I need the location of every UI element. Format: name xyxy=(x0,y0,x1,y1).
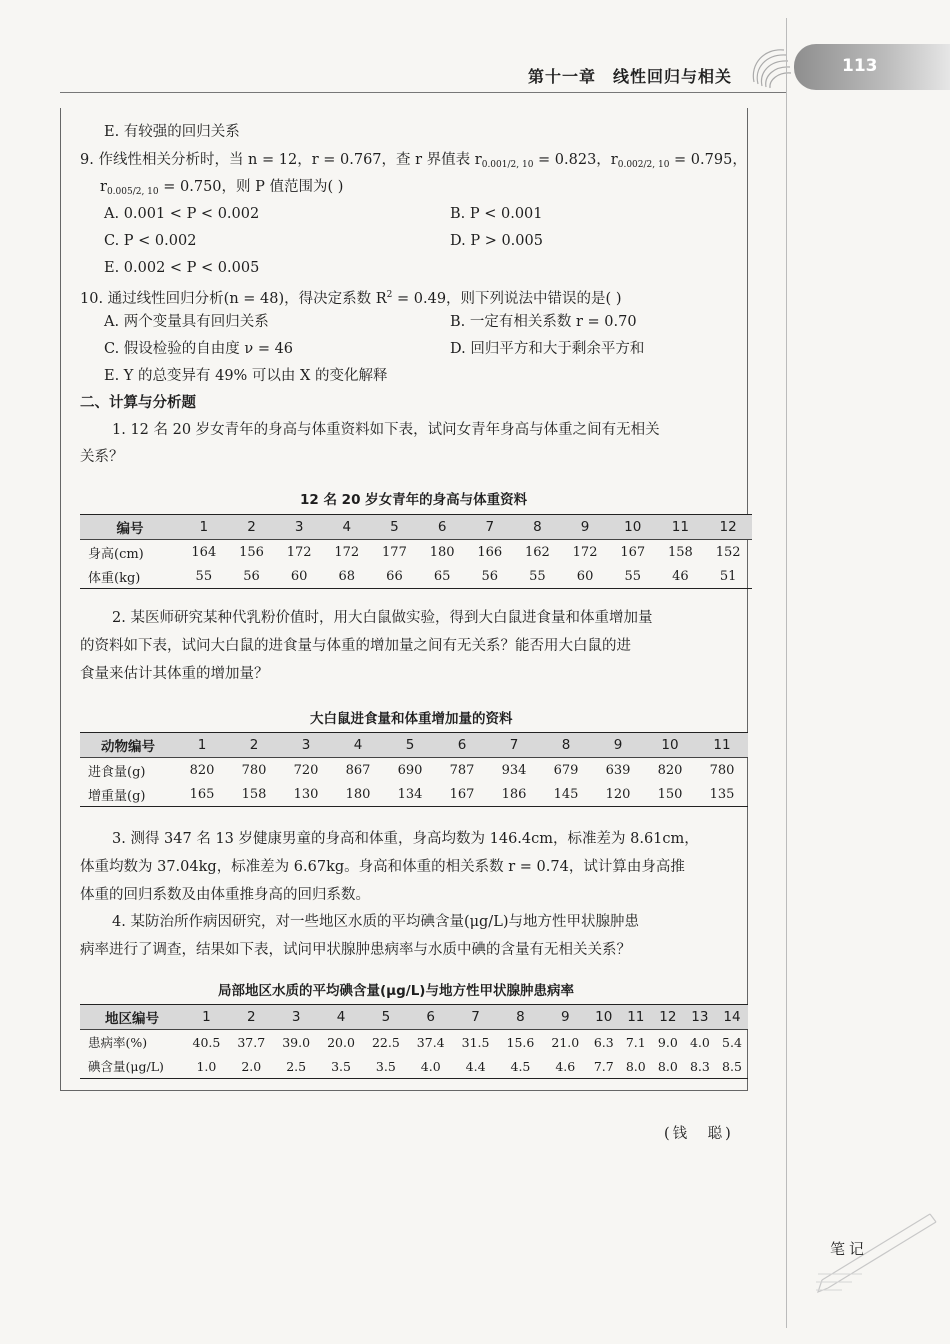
table-cell: 11 xyxy=(657,515,705,540)
problem4-line1: 4. 某防治所作病因研究，对一些地区水质的平均碘含量(μg/L)与地方性甲状腺肿患 xyxy=(112,914,639,930)
table-cell: 934 xyxy=(501,762,527,778)
table-cell: 65 xyxy=(433,568,451,584)
table-cell: 2 xyxy=(228,733,280,758)
table-cell: 5.4 xyxy=(722,1034,742,1050)
table-cell: 135 xyxy=(709,786,735,802)
table-cell: 8 xyxy=(540,733,592,758)
table-cell: 690 xyxy=(397,762,423,778)
table-cell: 3 xyxy=(280,733,332,758)
table-cell: 8.5 xyxy=(722,1058,742,1074)
table-cell: 7 xyxy=(453,1005,498,1030)
table-cell: 60 xyxy=(290,568,308,584)
q9-option-a: A. 0.001 < P < 0.002 xyxy=(104,206,260,222)
table-cell: 158 xyxy=(667,544,693,560)
table-cell: 11 xyxy=(696,733,748,758)
table-cell: 5 xyxy=(363,1005,408,1030)
table-cell: 20.0 xyxy=(327,1034,355,1050)
table-cell: 166 xyxy=(477,544,503,560)
table-cell: 55 xyxy=(529,568,546,584)
page-number: 113 xyxy=(842,56,878,76)
table-cell: 7.1 xyxy=(625,1034,646,1050)
table-cell: 120 xyxy=(605,786,631,802)
table-cell: 1 xyxy=(180,515,228,540)
table-cell: 167 xyxy=(449,786,475,802)
table-cell: 4.5 xyxy=(510,1058,531,1074)
table-row xyxy=(80,1030,748,1055)
table-cell: 2.0 xyxy=(241,1058,262,1074)
table-cell: 21.0 xyxy=(551,1034,580,1050)
table-cell: 12 xyxy=(652,1005,684,1030)
table-cell: 820 xyxy=(189,762,215,778)
table-row xyxy=(80,1054,748,1079)
table-cell: 150 xyxy=(657,786,683,802)
table2-caption: 大白鼠进食量和体重增加量的资料 xyxy=(310,711,513,727)
table-cell: 1.0 xyxy=(196,1058,217,1074)
table-cell: 8 xyxy=(514,515,562,540)
table-cell: 180 xyxy=(429,544,455,560)
table-cell: 15.6 xyxy=(506,1034,535,1050)
author-credit: (钱 聪) xyxy=(664,1126,734,1142)
chapter-header xyxy=(528,64,732,87)
q8-option-e: E. 有较强的回归关系 xyxy=(104,124,240,140)
row-label-cell: 编号 xyxy=(80,515,180,540)
table-cell: 7 xyxy=(488,733,540,758)
row-label-cell: 碘含量(μg/L) xyxy=(88,1059,164,1074)
table-cell: 156 xyxy=(239,544,264,560)
table-cell: 172 xyxy=(286,544,312,560)
table-cell: 1 xyxy=(176,733,228,758)
table-cell: 152 xyxy=(715,544,741,560)
table-cell: 4 xyxy=(323,515,371,540)
table-cell: 55 xyxy=(624,568,641,584)
table-cell: 3.5 xyxy=(331,1058,351,1074)
table-cell: 172 xyxy=(334,544,360,560)
row-label-cell: 地区编号 xyxy=(80,1005,184,1030)
table-cell: 4.4 xyxy=(465,1058,486,1074)
table-cell: 167 xyxy=(620,544,646,560)
table3-caption: 局部地区水质的平均碘含量(μg/L)与地方性甲状腺肿患病率 xyxy=(218,983,574,999)
table-header-row xyxy=(80,1005,748,1030)
table-cell: 12 xyxy=(704,515,752,540)
table-cell: 4 xyxy=(332,733,384,758)
table-cell: 2 xyxy=(229,1005,274,1030)
q10-option-c: C. 假设检验的自由度 ν = 46 xyxy=(104,341,294,357)
row-label-cell: 患病率(%) xyxy=(88,1035,148,1050)
table-row xyxy=(80,540,752,565)
table1 xyxy=(80,514,752,589)
row-label-cell: 身高(cm) xyxy=(88,546,144,562)
table-cell: 7.7 xyxy=(593,1058,614,1074)
table-cell: 46 xyxy=(672,568,689,584)
table-cell: 2.5 xyxy=(286,1058,307,1074)
table-cell: 2 xyxy=(228,515,276,540)
table-cell: 56 xyxy=(481,568,499,584)
table-cell: 1 xyxy=(184,1005,229,1030)
table-cell: 39.0 xyxy=(282,1034,311,1050)
table-cell: 3.5 xyxy=(375,1058,396,1074)
row-label-cell: 动物编号 xyxy=(80,733,176,758)
problem3-line1: 3. 测得 347 名 13 岁健康男童的身高和体重，身高均数为 146.4cm，标准差为 8.61cm， xyxy=(112,831,699,847)
problem2-line2: 的资料如下表，试问大白鼠的进食量与体重的增加量之间有无关系？能否用大白鼠的进 xyxy=(80,638,631,654)
table-cell: 8.3 xyxy=(689,1058,710,1074)
table-cell: 9 xyxy=(561,515,609,540)
table-cell: 780 xyxy=(709,762,735,778)
table-cell: 172 xyxy=(572,544,598,560)
table-cell: 177 xyxy=(382,544,407,560)
header-rule xyxy=(60,92,786,93)
table-cell: 8 xyxy=(498,1005,543,1030)
table-cell: 8.0 xyxy=(657,1058,678,1074)
q9-option-c: C. P < 0.002 xyxy=(104,233,197,249)
table-cell: 60 xyxy=(576,568,594,584)
table-cell: 4 xyxy=(319,1005,364,1030)
table-header-row xyxy=(80,733,748,758)
table-cell: 37.7 xyxy=(237,1034,266,1050)
table-cell: 13 xyxy=(684,1005,716,1030)
table-cell: 165 xyxy=(189,786,215,802)
table-cell: 14 xyxy=(716,1005,748,1030)
table-cell: 66 xyxy=(386,568,403,584)
table-cell: 22.5 xyxy=(371,1034,400,1050)
q9-option-e: E. 0.002 < P < 0.005 xyxy=(104,260,260,276)
problem1-line1: 1. 12 名 20 岁女青年的身高与体重资料如下表，试问女青年身高与体重之间有无相关 xyxy=(112,422,660,438)
problem3-line3: 体重的回归系数及由体重推身高的回归系数。 xyxy=(80,887,370,903)
table-cell: 5 xyxy=(371,515,419,540)
row-label-cell: 进食量(g) xyxy=(88,764,146,780)
table-cell: 11 xyxy=(620,1005,652,1030)
section-heading: 二、计算与分析题 xyxy=(80,395,196,411)
table-cell: 3 xyxy=(275,515,323,540)
table-cell: 6 xyxy=(436,733,488,758)
problem1-line2: 关系？ xyxy=(80,449,124,465)
table-cell: 40.5 xyxy=(192,1034,221,1050)
table-cell: 787 xyxy=(449,762,475,778)
q10-option-e: E. Y 的总变异有 49% 可以由 X 的变化解释 xyxy=(104,368,388,384)
table-cell: 162 xyxy=(525,544,550,560)
problem2-line1: 2. 某医师研究某种代乳粉价值时，用大白鼠做实验，得到大白鼠进食量和体重增加量 xyxy=(112,610,653,626)
table-cell: 130 xyxy=(293,786,319,802)
table2 xyxy=(80,732,748,807)
table-cell: 780 xyxy=(241,762,267,778)
table-cell: 3 xyxy=(274,1005,319,1030)
table-cell: 68 xyxy=(338,568,356,584)
table-cell: 6.3 xyxy=(593,1034,614,1050)
problem2-line3: 食量来估计其体重的增加量？ xyxy=(80,666,269,682)
table1-caption: 12 名 20 岁女青年的身高与体重资料 xyxy=(300,492,528,508)
table-cell: 5 xyxy=(384,733,436,758)
chapter-title: 线性回归与相关 xyxy=(613,67,733,86)
table-cell: 10 xyxy=(609,515,657,540)
table-cell: 720 xyxy=(293,762,319,778)
table-cell: 639 xyxy=(605,762,631,778)
table-cell: 10 xyxy=(588,1005,620,1030)
table3 xyxy=(80,1004,748,1079)
q9-option-b: B. P < 0.001 xyxy=(450,206,543,222)
q10-option-b: B. 一定有相关系数 r = 0.70 xyxy=(450,314,637,330)
table-cell: 4.0 xyxy=(689,1034,710,1050)
table-cell: 9.0 xyxy=(657,1034,678,1050)
table-row xyxy=(80,782,748,807)
table-cell: 164 xyxy=(191,544,217,560)
table-cell: 55 xyxy=(195,568,213,584)
table-cell: 679 xyxy=(553,762,579,778)
q10-option-a: A. 两个变量具有回归关系 xyxy=(104,314,269,330)
table-cell: 37.4 xyxy=(416,1034,445,1050)
table-cell: 6 xyxy=(418,515,466,540)
margin-divider xyxy=(786,18,787,1328)
problem3-line2: 体重均数为 37.04kg，标准差为 6.67kg。身高和体重的相关系数 r = 0.74，试计算由身高推 xyxy=(80,859,685,875)
problem4-line2: 病率进行了调查，结果如下表，试问甲状腺肿患病率与水质中碘的含量有无相关关系？ xyxy=(80,942,631,958)
table-cell: 6 xyxy=(408,1005,453,1030)
table-cell: 9 xyxy=(592,733,644,758)
q9-stem-line2: $r_{0.005/2, 10} = 0.750$，则 P 值范围为( ) xyxy=(100,179,344,197)
table-cell: 134 xyxy=(397,786,423,802)
q9-option-d: D. P > 0.005 xyxy=(450,233,543,249)
table-cell: 4.0 xyxy=(420,1058,441,1074)
table-cell: 7 xyxy=(466,515,514,540)
table-cell: 51 xyxy=(719,568,737,584)
table-cell: 145 xyxy=(553,786,579,802)
table-cell: 8.0 xyxy=(625,1058,646,1074)
table-cell: 31.5 xyxy=(461,1034,490,1050)
table-cell: 180 xyxy=(345,786,371,802)
table-header-row xyxy=(80,515,752,540)
table-cell: 56 xyxy=(243,568,260,584)
table-row xyxy=(80,758,748,783)
row-label-cell: 增重量(g) xyxy=(88,788,146,804)
table-cell: 158 xyxy=(241,786,267,802)
table-cell: 9 xyxy=(543,1005,588,1030)
notes-label: 笔记 xyxy=(830,1240,869,1258)
table-cell: 186 xyxy=(501,786,527,802)
table-cell: 820 xyxy=(657,762,683,778)
q9-stem-line1: 9. 作线性相关分析时，当 n = 12，r = 0.767，查 r 界值表 $r_{0.001/2, 10} = 0.823$，$r_{0.002/2, 10} = 0.795$， xyxy=(80,152,747,170)
row-label-cell: 体重(kg) xyxy=(88,570,141,586)
table-cell: 867 xyxy=(345,762,371,778)
table-cell: 10 xyxy=(644,733,696,758)
table-cell: 4.6 xyxy=(555,1058,576,1074)
table-row xyxy=(80,564,752,589)
q10-stem: 10. 通过线性回归分析(n = 48)，得决定系数 $R^2 = 0.49$，则下列说法中错误的是( ) xyxy=(80,290,622,307)
q10-option-d: D. 回归平方和大于剩余平方和 xyxy=(450,341,645,357)
chapter-number: 第十一章 xyxy=(528,67,597,86)
